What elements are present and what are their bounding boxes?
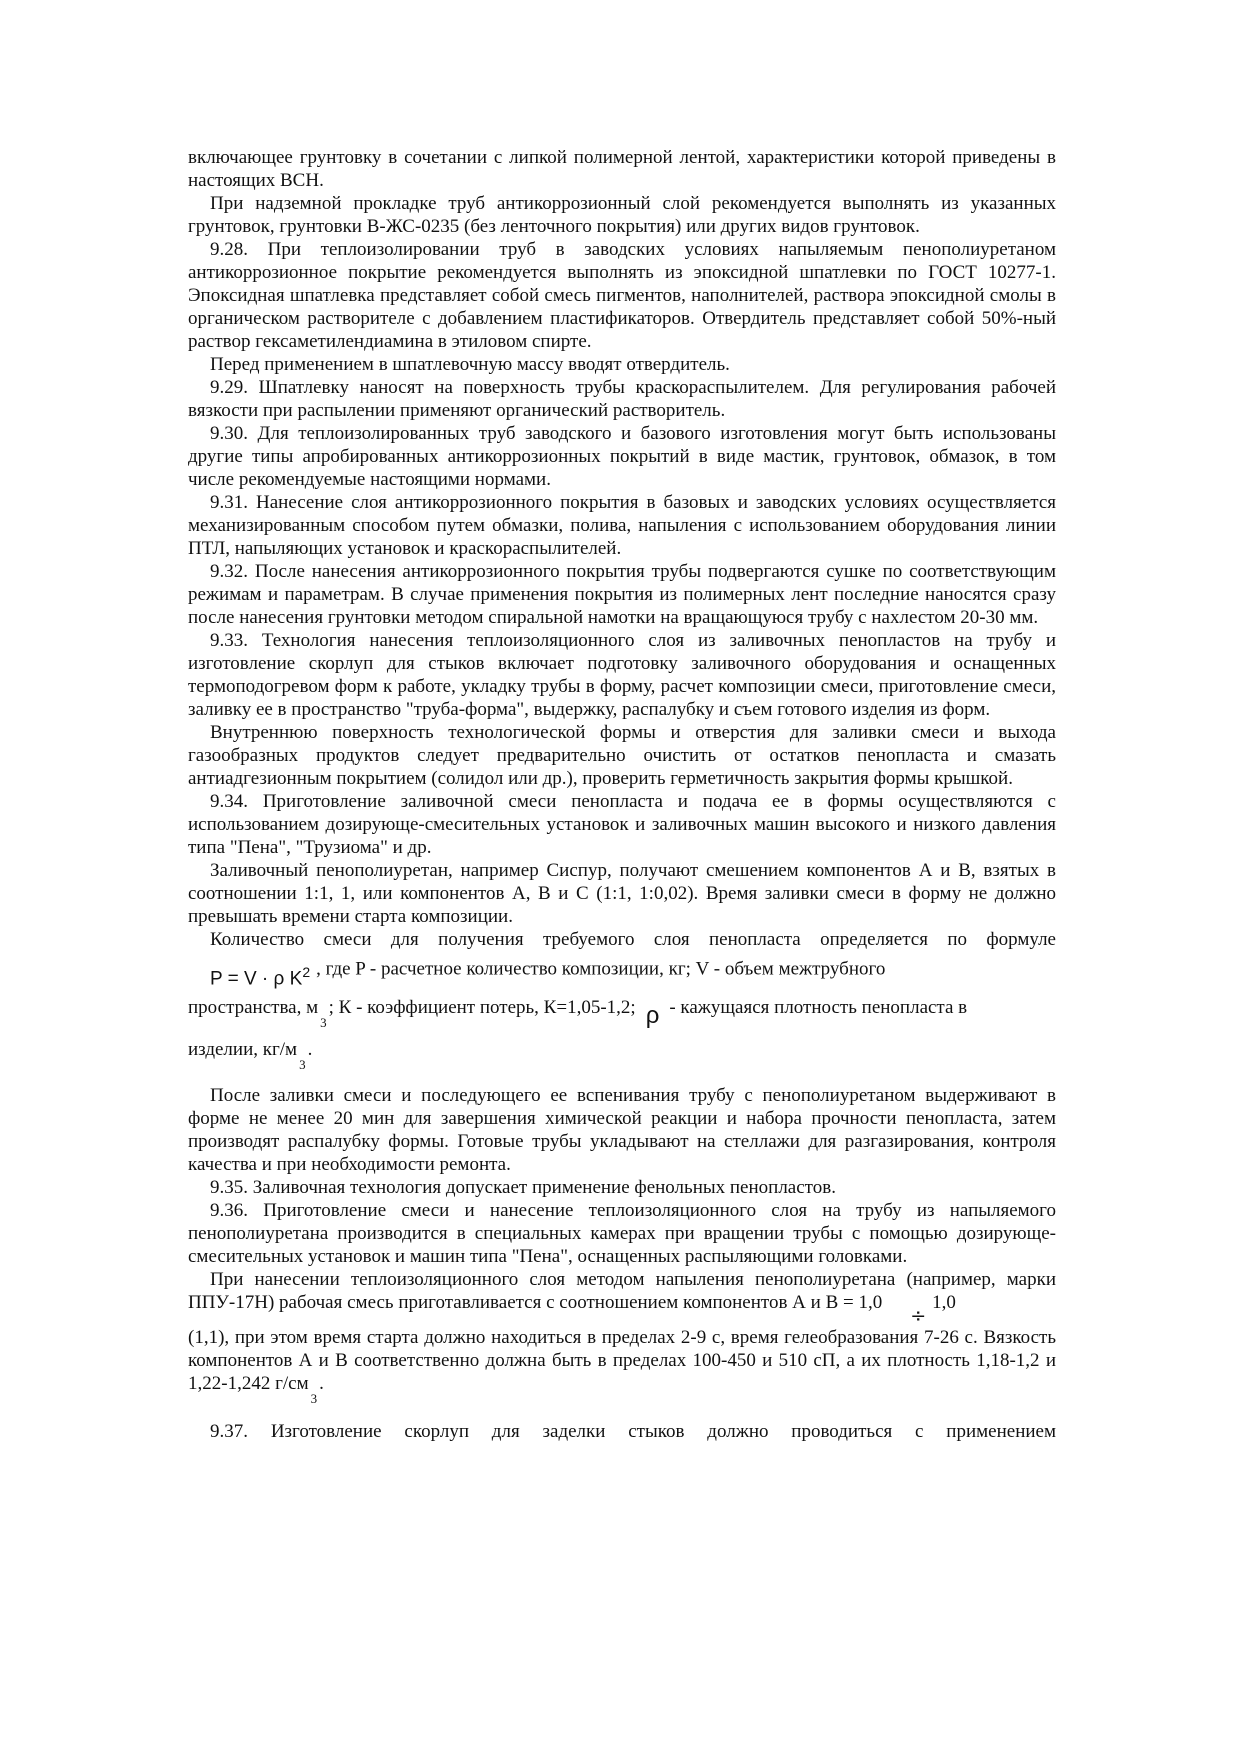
paragraph-9-29: 9.29. Шпатлевку наносят на поверхность трубы краскораспылителем. Для регулирования рабочей вязкости при распылении применяют органический растворитель. (188, 377, 1056, 421)
text: пространства, м (188, 997, 319, 1019)
paragraph-9-30: 9.30. Для теплоизолированных труб заводского и базового изготовления могут быть использованы другие типы апробированных антикоррозионных покрытий в виде мастик, грунтовок, обмазок, в том числе рекомендуемые настоящими нормами. (188, 423, 1056, 490)
formula (188, 961, 310, 990)
paragraph-9-34: 9.34. Приготовление заливочной смеси пенопласта и подача ее в формы осуществляются с использованием дозирующе-смесительных установок и заливочных машин высокого и низкого давления типа "Пена", "Трузиома" и др. (188, 791, 1056, 858)
text: . (319, 1373, 324, 1395)
paragraph-ratio-cont (188, 1326, 1056, 1407)
paragraph-9-37: 9.37. Изготовление скорлуп для заделки стыков должно проводиться с применением (210, 1421, 1056, 1443)
text: При нанесении теплоизоляционного слоя методом напыления пенополиуретана (например, марки ППУ-17Н) рабочая смесь приготавливается с соотношением компонентов А и В = 1,0 (188, 1269, 1056, 1314)
text: ; К - коэффициент потерь, К=1,05-1,2; (328, 997, 636, 1019)
superscript-3: 3 (320, 1015, 327, 1031)
text: изделии, кг/м (188, 1039, 298, 1061)
paragraph-formula (188, 928, 1056, 990)
paragraph-9-36: 9.36. Приготовление смеси и нанесение теплоизоляционного слоя на трубу из напыляемого пенополиуретана производится в специальных камерах при вращении трубы с помощью дозирующе-смесительных установок и машин типа "Пена", оснащенных распыляющими головками. (188, 1200, 1056, 1268)
paragraph: При надземной прокладке труб антикоррозионный слой рекомендуется выполнять из указанных грунтовок, грунтовки В-ЖС-0235 (без ленточного покрытия) или других видов грунтовок. (188, 193, 1056, 237)
formula-explanation: , где P - расчетное количество композиции, кг; V - объем межтрубного (316, 958, 886, 980)
paragraph-9-33: 9.33. Технология нанесения теплоизоляционного слоя из заливочных пенопластов на трубу и изготовление скорлуп для стыков включает подготовку заливочного оборудования и оснащенных термоподогревом форм к работе, укладку трубы в форму, расчет композиции смеси, приготовление смеси, заливку ее в пространство "труба-форма", выдержку, распалубку и съем готового изделия из форм. (188, 630, 1056, 720)
text: (1,1), при этом время старта должно находиться в пределах 2-9 с, время гелеобразования 7-26 с. Вязкость компонентов А и В соответственно должна быть в пределах 100-450 и 510 сП, а их плотность 1,18-1,2 и 1,22-1,242 г/см (188, 1327, 1056, 1395)
paragraph: Заливочный пенополиуретан, например Сиспур, получают смешением компонентов А и В, взятых в соотношении 1:1, 1, или компонентов А, В и С (1:1, 1:0,02). Время заливки смеси в форму не должно превышать времени старта композиции. (188, 860, 1056, 927)
formula-intro: Количество смеси для получения требуемого слоя пенопласта определяется по формуле (210, 929, 1056, 950)
superscript-3: 3 (310, 1391, 318, 1407)
rho-symbol: ρ (645, 1002, 660, 1030)
paragraph: включающее грунтовку в сочетании с липкой полимерной лентой, характеристики которой приведены в настоящих ВСН. (188, 147, 1056, 191)
superscript-3: 3 (299, 1057, 306, 1073)
division-symbol: ÷ (910, 1305, 927, 1328)
text: - кажущаяся плотность пенопласта в (669, 997, 968, 1019)
paragraph-formula-cont (188, 994, 1056, 1031)
paragraph-ratio (188, 1268, 1056, 1328)
formula-exponent: 2 (302, 964, 311, 980)
paragraph: Перед применением в шпатлевочную массу вводят отвердитель. (210, 354, 730, 375)
paragraph-9-28: 9.28. При теплоизолировании труб в заводских условиях напыляемым пенополиуретаном антикоррозионное покрытие рекомендуется выполнять из эпоксидной шпатлевки по ГОСТ 10277-1. Эпоксидная шпатлевка представляет собой смесь пигментов, наполнителей, раствора эпоксидной смолы в органическом растворителе с добавлением пластификаторов. Отвердитель представляет собой 50%-ный раствор гексаметилендиамина в этиловом спирте. (188, 239, 1056, 352)
formula-body: P = V · ρ K (210, 968, 303, 990)
paragraph-formula-end (188, 1038, 1056, 1073)
text: . (307, 1039, 313, 1061)
paragraph-9-35: 9.35. Заливочная технология допускает применение фенольных пенопластов. (210, 1177, 836, 1199)
paragraph: Внутреннюю поверхность технологической формы и отверстия для заливки смеси и выхода газообразных продуктов следует предварительно очистить от остатков пенопласта и смазать антиадгезионным покрытием (солидол или др.), проверить герметичность закрытия формы крышкой. (188, 722, 1056, 789)
paragraph-9-32: 9.32. После нанесения антикоррозионного покрытия трубы подвергаются сушке по соответствующим режимам и параметрам. В случае применения покрытия из полимерных лент последние наносятся сразу после нанесения грунтовки методом спиральной намотки на вращающуюся трубу с нахлестом 20-30 мм. (188, 561, 1056, 628)
paragraph-9-31: 9.31. Нанесение слоя антикоррозионного покрытия в базовых и заводских условиях осуществляется механизированным способом путем обмазки, полива, напыления с использованием оборудования линии ПТЛ, напыляющих установок и краскораспылителей. (188, 492, 1056, 559)
document-page (188, 146, 1056, 1443)
paragraph: После заливки смеси и последующего ее вспенивания трубу с пенополиуретаном выдерживают в форме не менее 20 мин для завершения химической реакции и набора прочности пенопласта, затем производят распалубку формы. Готовые трубы укладывают на стеллажи для разгазирования, контроля качества и при необходимости ремонта. (188, 1085, 1056, 1176)
text: 1,0 (932, 1292, 956, 1314)
